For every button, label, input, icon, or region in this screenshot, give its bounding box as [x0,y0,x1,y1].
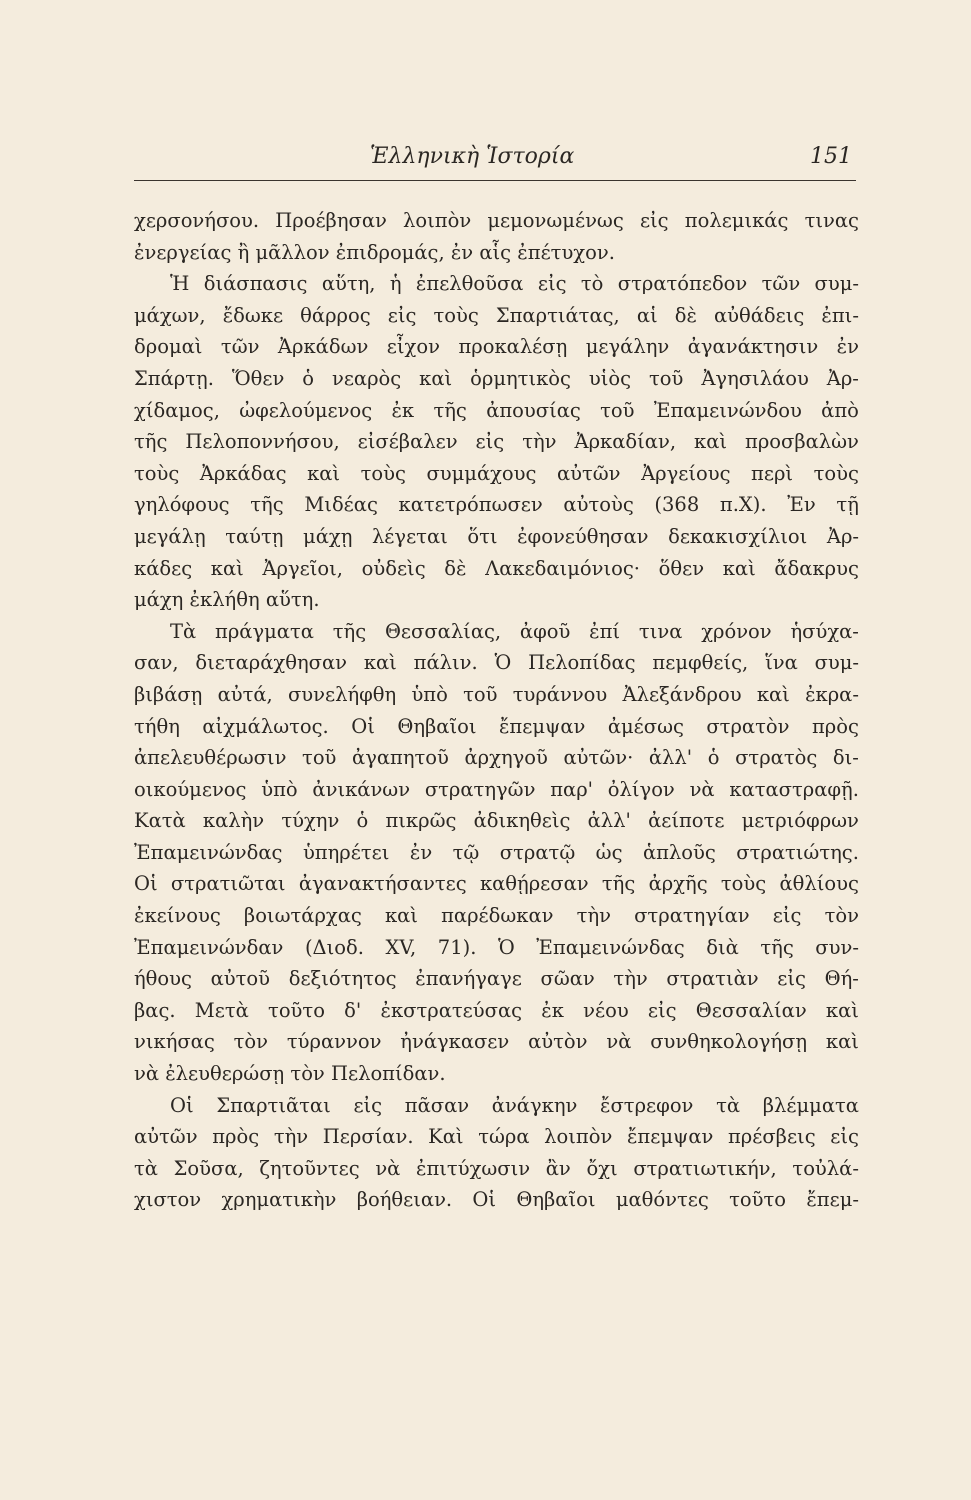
word: Λακεδαιμόνιος· [485,556,640,580]
word: τύραννον [286,1030,382,1054]
word: ἀδικηθεὶς [473,809,571,833]
word: βοιωτάρχας [243,904,362,928]
text-line [134,1058,859,1090]
word: τινα [638,619,683,643]
word: στρατιὰν [666,967,759,991]
word: εἰς [353,1093,383,1117]
word: μετριόφρων [741,809,859,833]
word: τύχην [281,809,340,833]
word: αὐτὸν [528,1030,588,1054]
word: Μετὰ [194,998,249,1022]
word: τὰ [134,1156,158,1180]
text-line [134,679,859,711]
word: πικρῶς [385,809,457,833]
word: ἀμέσως [607,714,684,738]
word: εἰς [387,303,417,327]
word: Οἱ [472,1188,497,1212]
word: Θηβαῖοι [516,1188,596,1212]
word: αὐτῶν [134,1125,198,1149]
word: δ' [344,998,362,1022]
word: νέου [583,998,629,1022]
word: τοὺς [720,872,767,896]
text-line [134,711,859,743]
word: Κατὰ [134,809,186,833]
word: συμμάχους [426,461,537,485]
word: διὰ [706,935,739,959]
word: νὰ [689,777,715,801]
word: αὐτοὺς [563,493,634,517]
text-line [134,458,859,490]
word: τινας [804,209,859,232]
word: τὴν [273,1125,309,1149]
text-line [134,489,859,521]
word: μεμονωμένως [487,209,624,232]
word: Ἀρκάδων [277,335,369,359]
text-line-content: νὰ ἐλευθερώσῃ τὸν Πελοπίδαν. [134,1062,446,1086]
text-line [134,647,859,679]
word: μαθόντες [615,1188,709,1212]
text-line [134,774,859,806]
word: χιστον [134,1188,202,1212]
word: αἰχμάλωτος. [202,714,329,738]
word: συνθηκολογήσῃ [650,1030,808,1054]
word: Σπάρτῃ. [134,366,214,390]
word: Ἀγησιλάου [701,366,809,390]
word: ὅθεν [658,556,705,580]
text-line [134,1121,859,1153]
word: ἀγανάκτησιν [687,335,819,359]
word: ἔστρεφον [600,1093,694,1117]
word: πεμφθείς, [652,651,749,675]
word: τὸν [824,904,859,928]
word: καὶ [363,651,397,675]
text-line-content: ἐνεργείας ἢ μᾶλλον ἐπιδρομάς, ἐν αἷς ἐπέτυχον. [134,240,615,264]
word: ἐκρα- [805,682,859,706]
word: αἱ [636,303,658,327]
word: χρόνον [701,619,772,643]
word: (368 [654,493,700,517]
word: οὐδεὶς [361,556,426,580]
word: διεταράχθησαν [195,651,348,675]
word: καὶ [722,556,756,580]
word: στρατηγίαν [634,904,750,928]
word: πάλιν. [413,651,478,675]
word: ταύτῃ [225,524,284,548]
word: Ὅθεν [231,366,285,390]
word: Πελοποννήσου, [185,430,340,454]
word: εἰς [772,904,802,928]
word: τῆς [134,430,168,454]
word: τῇ [836,493,859,517]
word: Ἀργείους [641,461,731,485]
word: καταστραφῇ. [729,777,859,801]
word: ἀπὸ [821,398,859,422]
word: βας. [134,998,176,1022]
word: πράγματα [215,619,314,643]
running-title: Ἑλληνικὴ Ἱστορία [370,144,575,169]
word: θάρρος [300,303,371,327]
word: (Διοδ. [304,935,364,959]
word: καὶ [694,430,728,454]
word: δὲ [674,303,697,327]
word: παρέδωκαν [441,904,554,928]
word: Οἱ [134,872,158,896]
word: Ἀλεξάνδρου [622,682,742,706]
word: ἡσύχα- [790,619,859,643]
word: ἐν [836,335,859,359]
word: ἐπι- [821,303,859,327]
word: ἀνάγκην [491,1093,578,1117]
word: ζητοῦντες [259,1156,360,1180]
word: Ἐν [787,493,816,517]
word: Σπαρτιᾶται [216,1093,331,1117]
word: συνελήφθη [287,682,397,706]
word: πολεμικάς [684,209,789,232]
word: τοῦ [600,398,635,422]
word: εἰς [537,272,567,296]
word: περὶ [751,461,794,485]
word: νὰ [606,1030,632,1054]
word: Ὁ [494,651,512,675]
word: παρ' [550,777,594,801]
word: ἐφονεύθησαν [517,524,649,548]
word: τὴν [576,904,611,928]
text-line [134,1184,859,1216]
word: εἰς [639,209,669,232]
text-line [134,1153,859,1185]
text-line [134,300,859,332]
word: τοῦ [463,682,498,706]
word: πρέσβεις [727,1125,816,1149]
word: δὲ [444,556,467,580]
word: μεγάλην [585,335,670,359]
word: Ὁ [497,935,515,959]
word: τοὺς [360,461,406,485]
word: ἐπανήγαγε [415,967,522,991]
word: ἄδακρυς [774,556,859,580]
word: δι- [832,746,859,770]
word: τῷ [452,840,480,864]
word: αὐτά, [217,682,273,706]
word: αὕτη, [321,272,376,296]
word: τυράννου [512,682,608,706]
word: αὐτοῦ [210,967,271,991]
word: ἀπελευθέρωσιν [134,746,287,770]
word: εἰς [830,1125,859,1149]
text-line [134,268,859,300]
word: νὰ [375,1156,401,1180]
word: ὡς [595,840,623,864]
word: πρὸς [811,714,859,738]
word: Ἀρ- [826,524,859,548]
word: τώρα [478,1125,530,1149]
word: στρατηγῶν [424,777,536,801]
word: Ἐπαμεινώνδου [653,398,802,422]
text-line [134,521,859,553]
word: ἐπί [589,619,621,643]
word: καὶ [825,998,859,1022]
word: μάχῃ [303,524,353,548]
word: 71). [437,935,477,959]
word: Σοῦσα, [173,1156,244,1180]
word: Καὶ [428,1125,464,1149]
word: στρατιωτικήν, [633,1156,777,1180]
word: δρομαὶ [134,335,203,359]
word: νεαρὸς [331,366,402,390]
word: ἀλλ' [648,746,693,770]
text-line [134,331,859,363]
word: Θεσσαλίαν [695,998,807,1022]
word: ἡ [389,272,402,296]
word: πᾶσαν [404,1093,470,1117]
text-line [134,584,859,616]
text-line [134,553,859,585]
word: τῶν [220,335,260,359]
word: Σπαρτιάτας, [495,303,620,327]
word: ἀνικάνων [312,777,411,801]
word: τοὺς [433,303,479,327]
word: ἀθλίους [779,872,859,896]
word: στρατιῶται [170,872,286,896]
text-line [134,900,859,932]
word: βιβάσῃ [134,682,203,706]
word: καθῄρεσαν [479,872,589,896]
word: Ἀρκαδίαν, [574,430,677,454]
word: ὠφελούμενος [239,398,373,422]
word: ἔπεμψαν [498,714,586,738]
word: τοὺς [134,461,180,485]
text-line [134,1026,859,1058]
word: γηλόφους [134,493,230,517]
word: ἵνα [765,651,798,675]
word: λοιπὸν [403,209,472,232]
word: στρατόπεδον [617,272,748,296]
word: Προέβησαν [275,209,387,232]
word: τῆς [760,935,794,959]
word: προσβαλὼν [745,430,859,454]
text-line [134,805,859,837]
word: ὅτι [467,524,498,548]
word: καὶ [756,682,790,706]
word: ἐκ [541,998,564,1022]
word: εἰς [777,967,806,991]
word: λοιπὸν [544,1125,613,1149]
word: κατετρόπωσεν [398,493,543,517]
word: στρατῷ [499,840,576,864]
word: τῆς [332,619,367,643]
word: ἀγαπητοῦ [352,746,449,770]
word: κάδες [134,556,193,580]
text-line-content: μάχη ἐκλήθη αὕτη. [134,588,320,612]
word: Ἡ [170,272,190,296]
word: Πελοπίδας [528,651,636,675]
word: ὄχι [586,1156,618,1180]
word: βοήθειαν. [356,1188,453,1212]
word: ὁρμητικὸς [470,366,571,390]
text-line [134,237,859,269]
word: εἰσέβαλεν [357,430,458,454]
word: σαν, [134,651,179,675]
word: ἠνάγκασεν [400,1030,510,1054]
word: τὴν [522,430,557,454]
word: ἐπελθοῦσα [415,272,524,296]
word: ἐν [409,840,433,864]
text-line [134,1090,859,1122]
word: υἱὸς [588,366,632,390]
word: αὐτῶν· [563,746,634,770]
word: Θηβαῖοι [397,714,477,738]
word: χίδαμος, [134,398,220,422]
word: τοῦ [302,746,337,770]
word: XV, [385,935,417,959]
word: τῆς [601,872,636,896]
word: ὑπὸ [411,682,448,706]
body-text [134,205,859,1216]
word: βλέμματα [762,1093,859,1117]
text-line [134,616,859,648]
word: ἔπεμψαν [626,1125,714,1149]
word: διάσπασις [203,272,308,296]
word: π.Χ). [719,493,767,517]
word: ἔπεμ- [806,1188,859,1212]
text-line [134,932,859,964]
word: Τὰ [170,619,197,643]
word: καὶ [384,904,418,928]
word: Θεσσαλίας, [384,619,502,643]
word: καὶ [419,366,453,390]
word: Περσίαν. [322,1125,414,1149]
word: λέγεται [371,524,448,548]
word: ὁ [707,746,720,770]
word: Μιδέας [304,493,378,517]
text-line [134,363,859,395]
running-header [134,142,856,181]
word: τὴν [613,967,648,991]
word: τοῦ [649,366,684,390]
word: τοῦτο [729,1188,787,1212]
word: τήθη [134,714,180,738]
word: ἀφοῦ [519,619,571,643]
word: ἐκστρατεύσας [380,998,523,1022]
word: δεκακισχίλιοι [668,524,808,548]
word: δεξιότητος [288,967,397,991]
word: ήθους [134,967,192,991]
text-line [134,837,859,869]
word: Ἐπαμεινώνδας [536,935,685,959]
word: χρηματικὴν [221,1188,337,1212]
word: συμ- [814,272,859,296]
word: ἐκείνους [134,904,221,928]
word: ἀγανακτήσαντες [298,872,467,896]
word: αὐτῶν [556,461,621,485]
word: τῆς [433,398,467,422]
word: καὶ [210,556,244,580]
word: νικήσας [134,1030,215,1054]
word: μεγάλῃ [134,524,206,548]
word: ὁ [302,366,315,390]
word: ἀρχηγοῦ [464,746,548,770]
word: Οἱ [170,1093,194,1117]
text-line [134,205,859,237]
word: ἁπλοῦς [642,840,716,864]
word: ἀπουσίας [486,398,581,422]
word: αὐθάδεις [713,303,805,327]
word: ὑπηρέτει [302,840,390,864]
word: πρὸς [212,1125,260,1149]
word: καὶ [825,1030,859,1054]
word: ἐκ [391,398,415,422]
word: χερσονήσου. [134,209,260,232]
word: ἐπιτύχωσιν [416,1156,531,1180]
word: οικούμενος [134,777,247,801]
word: τὸ [580,272,604,296]
word: τοὺς [813,461,859,485]
word: ἔδωκε [222,303,284,327]
word: εἶχον [386,335,440,359]
word: ἂν [545,1156,571,1180]
word: ὁ [356,809,369,833]
word: σῶαν [540,967,595,991]
word: Ἀρκάδας [199,461,287,485]
word: συμ- [814,651,859,675]
word: τοὐλά- [792,1156,859,1180]
word: τῆς [250,493,284,517]
word: στρατιώτης. [736,840,859,864]
word: στρατὸν [706,714,790,738]
word: ἀλλ' [587,809,631,833]
word: στρατὸς [735,746,818,770]
word: μάχων, [134,303,206,327]
word: ὀλίγον [607,777,675,801]
page-number: 151 [810,144,852,169]
word: ἀρχῆς [648,872,708,896]
word: καλὴν [202,809,265,833]
word: ὑπὸ [261,777,298,801]
word: τὸν [233,1030,269,1054]
word: Οἱ [351,714,375,738]
text-line [134,868,859,900]
text-line [134,742,859,774]
word: εἰς [475,430,505,454]
word: Ἀργεῖοι, [262,556,343,580]
word: Θή- [824,967,859,991]
word: τοῦτο [268,998,325,1022]
word: συν- [815,935,859,959]
word: ἀείποτε [648,809,725,833]
text-line [134,395,859,427]
text-line [134,426,859,458]
word: καὶ [307,461,341,485]
word: τῶν [761,272,801,296]
word: Ἐπαμεινώνδαν [134,935,284,959]
word: εἰς [647,998,677,1022]
text-line [134,995,859,1027]
word: Ἀρ- [826,366,859,390]
word: Ἐπαμεινώνδας [134,840,283,864]
word: τὰ [716,1093,741,1117]
text-line [134,963,859,995]
word: προκαλέσῃ [458,335,568,359]
